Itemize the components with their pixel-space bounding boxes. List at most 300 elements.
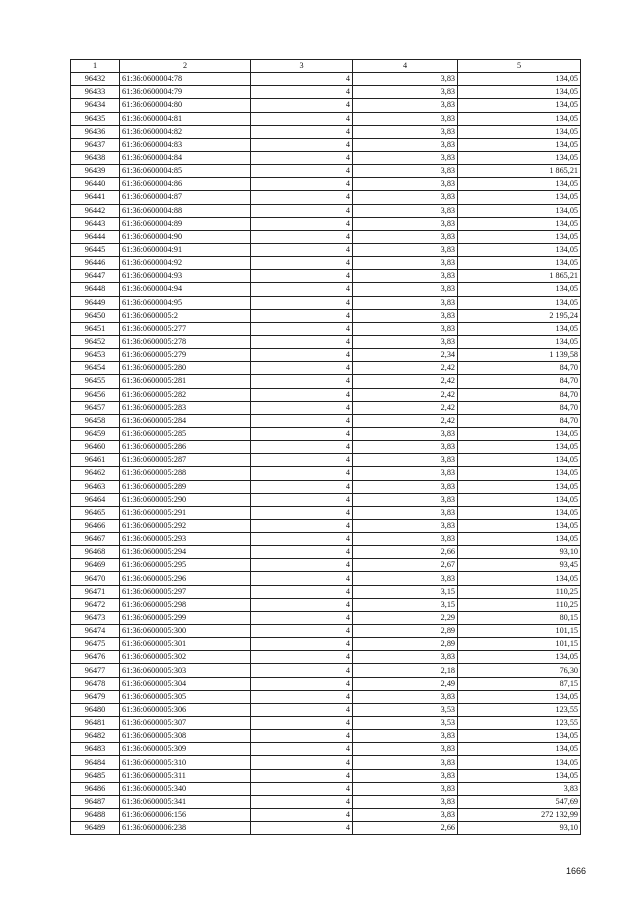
column-4-cell: 3,83 <box>353 427 458 440</box>
table-row <box>71 375 581 388</box>
cadastral-number-cell: 61:36:0600005:286 <box>120 441 251 454</box>
column-3-cell: 4 <box>251 598 353 611</box>
column-5-cell: 3,83 <box>458 782 581 795</box>
column-4-cell: 3,83 <box>353 191 458 204</box>
column-3-cell: 4 <box>251 717 353 730</box>
row-number-cell: 96450 <box>71 309 120 322</box>
column-3-cell: 4 <box>251 375 353 388</box>
row-number-cell: 96444 <box>71 230 120 243</box>
table-row <box>71 309 581 322</box>
column-5-cell: 134,05 <box>458 756 581 769</box>
column-4-cell: 2,42 <box>353 362 458 375</box>
column-5-cell: 134,05 <box>458 335 581 348</box>
cadastral-number-cell: 61:36:0600004:94 <box>120 283 251 296</box>
cadastral-number-cell: 61:36:0600005:301 <box>120 638 251 651</box>
column-3-cell: 4 <box>251 743 353 756</box>
column-4-cell: 3,83 <box>353 217 458 230</box>
row-number-cell: 96469 <box>71 559 120 572</box>
column-3-cell: 4 <box>251 86 353 99</box>
row-number-cell: 96479 <box>71 690 120 703</box>
column-5-cell: 134,05 <box>458 441 581 454</box>
column-5-cell: 110,25 <box>458 585 581 598</box>
column-5-cell: 134,05 <box>458 151 581 164</box>
column-3-cell: 4 <box>251 454 353 467</box>
column-5-cell: 84,70 <box>458 362 581 375</box>
row-number-cell: 96463 <box>71 480 120 493</box>
cadastral-number-cell: 61:36:0600005:299 <box>120 611 251 624</box>
row-number-cell: 96438 <box>71 151 120 164</box>
column-3-cell: 4 <box>251 335 353 348</box>
column-4-cell: 3,83 <box>353 165 458 178</box>
row-number-cell: 96454 <box>71 362 120 375</box>
column-4-cell: 3,83 <box>353 296 458 309</box>
cadastral-number-cell: 61:36:0600005:298 <box>120 598 251 611</box>
cadastral-number-cell: 61:36:0600005:279 <box>120 349 251 362</box>
column-4-cell: 2,42 <box>353 401 458 414</box>
column-4-cell: 2,66 <box>353 822 458 835</box>
cadastral-number-cell: 61:36:0600004:81 <box>120 112 251 125</box>
row-number-cell: 96483 <box>71 743 120 756</box>
column-5-cell: 134,05 <box>458 730 581 743</box>
column-5-cell: 84,70 <box>458 375 581 388</box>
column-5-cell: 134,05 <box>458 454 581 467</box>
table-row <box>71 493 581 506</box>
cadastral-number-cell: 61:36:0600004:79 <box>120 86 251 99</box>
table-row <box>71 822 581 835</box>
column-3-cell: 4 <box>251 690 353 703</box>
row-number-cell: 96468 <box>71 546 120 559</box>
column-5-cell: 134,05 <box>458 73 581 86</box>
column-3-cell: 4 <box>251 756 353 769</box>
table-row <box>71 690 581 703</box>
table-row <box>71 585 581 598</box>
column-3-cell: 4 <box>251 99 353 112</box>
column-4-cell: 3,83 <box>353 572 458 585</box>
table-row <box>71 335 581 348</box>
row-number-cell: 96455 <box>71 375 120 388</box>
table-row <box>71 625 581 638</box>
column-header-4: 4 <box>353 60 458 73</box>
column-4-cell: 3,15 <box>353 585 458 598</box>
column-header-5: 5 <box>458 60 581 73</box>
column-5-cell: 134,05 <box>458 493 581 506</box>
table-header <box>71 60 581 73</box>
cadastral-number-cell: 61:36:0600005:306 <box>120 703 251 716</box>
table-row <box>71 546 581 559</box>
header-row <box>71 60 581 73</box>
table-row <box>71 664 581 677</box>
column-3-cell: 4 <box>251 165 353 178</box>
cadastral-number-cell: 61:36:0600005:308 <box>120 730 251 743</box>
column-3-cell: 4 <box>251 664 353 677</box>
column-3-cell: 4 <box>251 809 353 822</box>
column-4-cell: 3,83 <box>353 690 458 703</box>
row-number-cell: 96458 <box>71 414 120 427</box>
table-row <box>71 243 581 256</box>
row-number-cell: 96451 <box>71 322 120 335</box>
column-3-cell: 4 <box>251 533 353 546</box>
table-row <box>71 559 581 572</box>
column-4-cell: 2,89 <box>353 638 458 651</box>
column-3-cell: 4 <box>251 822 353 835</box>
cadastral-number-cell: 61:36:0600004:86 <box>120 178 251 191</box>
column-5-cell: 134,05 <box>458 427 581 440</box>
row-number-cell: 96459 <box>71 427 120 440</box>
column-3-cell: 4 <box>251 467 353 480</box>
cadastral-number-cell: 61:36:0600005:288 <box>120 467 251 480</box>
column-4-cell: 3,83 <box>353 322 458 335</box>
column-5-cell: 84,70 <box>458 401 581 414</box>
column-5-cell: 134,05 <box>458 283 581 296</box>
cadastral-number-cell: 61:36:0600005:295 <box>120 559 251 572</box>
column-4-cell: 3,83 <box>353 270 458 283</box>
column-header-2: 2 <box>120 60 251 73</box>
table-row <box>71 756 581 769</box>
column-3-cell: 4 <box>251 138 353 151</box>
column-5-cell: 1 865,21 <box>458 165 581 178</box>
column-5-cell: 134,05 <box>458 651 581 664</box>
cadastral-number-cell: 61:36:0600005:284 <box>120 414 251 427</box>
column-3-cell: 4 <box>251 204 353 217</box>
column-4-cell: 3,83 <box>353 651 458 664</box>
table-row <box>71 467 581 480</box>
table-row <box>71 743 581 756</box>
column-4-cell: 3,83 <box>353 125 458 138</box>
column-4-cell: 3,53 <box>353 703 458 716</box>
column-5-cell: 134,05 <box>458 138 581 151</box>
row-number-cell: 96480 <box>71 703 120 716</box>
column-5-cell: 93,45 <box>458 559 581 572</box>
column-5-cell: 93,10 <box>458 546 581 559</box>
column-5-cell: 134,05 <box>458 217 581 230</box>
column-4-cell: 2,89 <box>353 625 458 638</box>
row-number-cell: 96445 <box>71 243 120 256</box>
column-4-cell: 3,83 <box>353 441 458 454</box>
cadastral-number-cell: 61:36:0600004:90 <box>120 230 251 243</box>
row-number-cell: 96457 <box>71 401 120 414</box>
row-number-cell: 96485 <box>71 769 120 782</box>
column-4-cell: 3,83 <box>353 519 458 532</box>
table-row <box>71 454 581 467</box>
row-number-cell: 96462 <box>71 467 120 480</box>
table-row <box>71 414 581 427</box>
table-row <box>71 204 581 217</box>
table-row <box>71 138 581 151</box>
cadastral-number-cell: 61:36:0600005:302 <box>120 651 251 664</box>
cadastral-number-cell: 61:36:0600004:82 <box>120 125 251 138</box>
cadastral-number-cell: 61:36:0600005:307 <box>120 717 251 730</box>
table-row <box>71 217 581 230</box>
row-number-cell: 96477 <box>71 664 120 677</box>
cadastral-number-cell: 61:36:0600006:238 <box>120 822 251 835</box>
row-number-cell: 96472 <box>71 598 120 611</box>
cadastral-number-cell: 61:36:0600005:281 <box>120 375 251 388</box>
row-number-cell: 96436 <box>71 125 120 138</box>
cadastral-number-cell: 61:36:0600005:297 <box>120 585 251 598</box>
row-number-cell: 96449 <box>71 296 120 309</box>
column-4-cell: 2,49 <box>353 677 458 690</box>
row-number-cell: 96488 <box>71 809 120 822</box>
column-5-cell: 547,69 <box>458 795 581 808</box>
row-number-cell: 96452 <box>71 335 120 348</box>
column-3-cell: 4 <box>251 782 353 795</box>
column-3-cell: 4 <box>251 559 353 572</box>
cadastral-number-cell: 61:36:0600004:89 <box>120 217 251 230</box>
column-4-cell: 3,83 <box>353 243 458 256</box>
data-table <box>70 59 581 835</box>
column-3-cell: 4 <box>251 217 353 230</box>
table-row <box>71 86 581 99</box>
table-row <box>71 598 581 611</box>
column-5-cell: 87,15 <box>458 677 581 690</box>
column-4-cell: 2,42 <box>353 375 458 388</box>
row-number-cell: 96471 <box>71 585 120 598</box>
column-5-cell: 134,05 <box>458 257 581 270</box>
column-3-cell: 4 <box>251 414 353 427</box>
column-5-cell: 134,05 <box>458 322 581 335</box>
cadastral-number-cell: 61:36:0600004:78 <box>120 73 251 86</box>
column-3-cell: 4 <box>251 519 353 532</box>
column-3-cell: 4 <box>251 795 353 808</box>
column-5-cell: 110,25 <box>458 598 581 611</box>
row-number-cell: 96448 <box>71 283 120 296</box>
column-4-cell: 3,83 <box>353 743 458 756</box>
column-3-cell: 4 <box>251 441 353 454</box>
table-row <box>71 795 581 808</box>
column-4-cell: 3,83 <box>353 809 458 822</box>
column-5-cell: 134,05 <box>458 243 581 256</box>
table-row <box>71 572 581 585</box>
cadastral-number-cell: 61:36:0600005:304 <box>120 677 251 690</box>
column-5-cell: 134,05 <box>458 506 581 519</box>
column-5-cell: 80,15 <box>458 611 581 624</box>
row-number-cell: 96460 <box>71 441 120 454</box>
table-row <box>71 703 581 716</box>
column-4-cell: 2,29 <box>353 611 458 624</box>
table-body <box>71 73 581 835</box>
column-4-cell: 3,83 <box>353 99 458 112</box>
column-3-cell: 4 <box>251 243 353 256</box>
cadastral-number-cell: 61:36:0600005:278 <box>120 335 251 348</box>
row-number-cell: 96447 <box>71 270 120 283</box>
table-row <box>71 611 581 624</box>
table-row <box>71 73 581 86</box>
cadastral-number-cell: 61:36:0600005:277 <box>120 322 251 335</box>
column-5-cell: 101,15 <box>458 638 581 651</box>
table-row <box>71 809 581 822</box>
column-header-3: 3 <box>251 60 353 73</box>
column-5-cell: 1 139,58 <box>458 349 581 362</box>
column-4-cell: 3,83 <box>353 257 458 270</box>
column-3-cell: 4 <box>251 585 353 598</box>
cadastral-number-cell: 61:36:0600005:283 <box>120 401 251 414</box>
column-3-cell: 4 <box>251 572 353 585</box>
table-row <box>71 506 581 519</box>
column-4-cell: 3,83 <box>353 230 458 243</box>
cadastral-number-cell: 61:36:0600005:311 <box>120 769 251 782</box>
column-4-cell: 3,83 <box>353 795 458 808</box>
column-4-cell: 3,83 <box>353 283 458 296</box>
column-5-cell: 272 132,99 <box>458 809 581 822</box>
table-row <box>71 480 581 493</box>
table-row <box>71 638 581 651</box>
row-number-cell: 96446 <box>71 257 120 270</box>
table-row <box>71 125 581 138</box>
cadastral-number-cell: 61:36:0600004:87 <box>120 191 251 204</box>
cadastral-number-cell: 61:36:0600005:303 <box>120 664 251 677</box>
column-4-cell: 3,83 <box>353 782 458 795</box>
column-3-cell: 4 <box>251 730 353 743</box>
column-5-cell: 84,70 <box>458 388 581 401</box>
cadastral-number-cell: 61:36:0600005:289 <box>120 480 251 493</box>
column-5-cell: 134,05 <box>458 204 581 217</box>
column-3-cell: 4 <box>251 480 353 493</box>
table-row <box>71 99 581 112</box>
cadastral-number-cell: 61:36:0600004:95 <box>120 296 251 309</box>
row-number-cell: 96434 <box>71 99 120 112</box>
column-4-cell: 2,18 <box>353 664 458 677</box>
column-5-cell: 123,55 <box>458 717 581 730</box>
column-5-cell: 123,55 <box>458 703 581 716</box>
column-4-cell: 3,83 <box>353 769 458 782</box>
cadastral-number-cell: 61:36:0600005:300 <box>120 625 251 638</box>
row-number-cell: 96489 <box>71 822 120 835</box>
row-number-cell: 96433 <box>71 86 120 99</box>
table-row <box>71 730 581 743</box>
column-4-cell: 3,83 <box>353 480 458 493</box>
column-5-cell: 134,05 <box>458 769 581 782</box>
cadastral-number-cell: 61:36:0600005:285 <box>120 427 251 440</box>
column-3-cell: 4 <box>251 112 353 125</box>
cadastral-number-cell: 61:36:0600005:341 <box>120 795 251 808</box>
column-5-cell: 134,05 <box>458 191 581 204</box>
cadastral-number-cell: 61:36:0600005:292 <box>120 519 251 532</box>
row-number-cell: 96443 <box>71 217 120 230</box>
row-number-cell: 96453 <box>71 349 120 362</box>
column-3-cell: 4 <box>251 322 353 335</box>
column-4-cell: 3,83 <box>353 454 458 467</box>
column-3-cell: 4 <box>251 362 353 375</box>
column-3-cell: 4 <box>251 270 353 283</box>
column-3-cell: 4 <box>251 151 353 164</box>
cadastral-number-cell: 61:36:0600005:310 <box>120 756 251 769</box>
table-row <box>71 441 581 454</box>
column-4-cell: 3,83 <box>353 138 458 151</box>
column-5-cell: 134,05 <box>458 230 581 243</box>
cadastral-number-cell: 61:36:0600005:287 <box>120 454 251 467</box>
column-5-cell: 134,05 <box>458 572 581 585</box>
column-3-cell: 4 <box>251 257 353 270</box>
column-4-cell: 2,34 <box>353 349 458 362</box>
table-row <box>71 165 581 178</box>
column-4-cell: 3,83 <box>353 756 458 769</box>
row-number-cell: 96441 <box>71 191 120 204</box>
column-3-cell: 4 <box>251 625 353 638</box>
column-5-cell: 134,05 <box>458 296 581 309</box>
table-row <box>71 362 581 375</box>
column-5-cell: 134,05 <box>458 743 581 756</box>
cadastral-number-cell: 61:36:0600004:88 <box>120 204 251 217</box>
column-4-cell: 3,15 <box>353 598 458 611</box>
row-number-cell: 96467 <box>71 533 120 546</box>
cadastral-number-cell: 61:36:0600005:290 <box>120 493 251 506</box>
column-3-cell: 4 <box>251 677 353 690</box>
cadastral-number-cell: 61:36:0600004:83 <box>120 138 251 151</box>
column-5-cell: 93,10 <box>458 822 581 835</box>
table-row <box>71 782 581 795</box>
table-row <box>71 257 581 270</box>
row-number-cell: 96461 <box>71 454 120 467</box>
column-4-cell: 3,83 <box>353 335 458 348</box>
column-4-cell: 2,67 <box>353 559 458 572</box>
column-3-cell: 4 <box>251 296 353 309</box>
row-number-cell: 96466 <box>71 519 120 532</box>
column-5-cell: 76,30 <box>458 664 581 677</box>
table-row <box>71 191 581 204</box>
column-5-cell: 134,05 <box>458 519 581 532</box>
column-3-cell: 4 <box>251 427 353 440</box>
row-number-cell: 96439 <box>71 165 120 178</box>
column-4-cell: 3,83 <box>353 204 458 217</box>
table-row <box>71 270 581 283</box>
row-number-cell: 96473 <box>71 611 120 624</box>
column-4-cell: 2,66 <box>353 546 458 559</box>
table-row <box>71 519 581 532</box>
column-header-1: 1 <box>71 60 120 73</box>
row-number-cell: 96440 <box>71 178 120 191</box>
table-row <box>71 401 581 414</box>
column-3-cell: 4 <box>251 191 353 204</box>
column-4-cell: 3,83 <box>353 506 458 519</box>
column-4-cell: 3,83 <box>353 467 458 480</box>
column-3-cell: 4 <box>251 388 353 401</box>
column-4-cell: 3,83 <box>353 86 458 99</box>
column-3-cell: 4 <box>251 401 353 414</box>
cadastral-number-cell: 61:36:0600006:156 <box>120 809 251 822</box>
page-number: 1666 <box>566 866 587 876</box>
cadastral-number-cell: 61:36:0600004:93 <box>120 270 251 283</box>
row-number-cell: 96435 <box>71 112 120 125</box>
row-number-cell: 96456 <box>71 388 120 401</box>
column-4-cell: 2,42 <box>353 414 458 427</box>
cadastral-number-cell: 61:36:0600005:280 <box>120 362 251 375</box>
column-5-cell: 1 865,21 <box>458 270 581 283</box>
cadastral-number-cell: 61:36:0600005:294 <box>120 546 251 559</box>
column-3-cell: 4 <box>251 506 353 519</box>
column-5-cell: 134,05 <box>458 533 581 546</box>
column-3-cell: 4 <box>251 703 353 716</box>
table-row <box>71 349 581 362</box>
table-row <box>71 178 581 191</box>
column-4-cell: 3,83 <box>353 493 458 506</box>
column-5-cell: 134,05 <box>458 480 581 493</box>
row-number-cell: 96476 <box>71 651 120 664</box>
row-number-cell: 96442 <box>71 204 120 217</box>
column-4-cell: 3,53 <box>353 717 458 730</box>
column-3-cell: 4 <box>251 546 353 559</box>
column-4-cell: 3,83 <box>353 112 458 125</box>
column-3-cell: 4 <box>251 349 353 362</box>
column-3-cell: 4 <box>251 611 353 624</box>
column-4-cell: 3,83 <box>353 730 458 743</box>
cadastral-number-cell: 61:36:0600005:340 <box>120 782 251 795</box>
column-5-cell: 134,05 <box>458 178 581 191</box>
column-4-cell: 3,83 <box>353 309 458 322</box>
row-number-cell: 96470 <box>71 572 120 585</box>
row-number-cell: 96432 <box>71 73 120 86</box>
column-3-cell: 4 <box>251 493 353 506</box>
row-number-cell: 96437 <box>71 138 120 151</box>
